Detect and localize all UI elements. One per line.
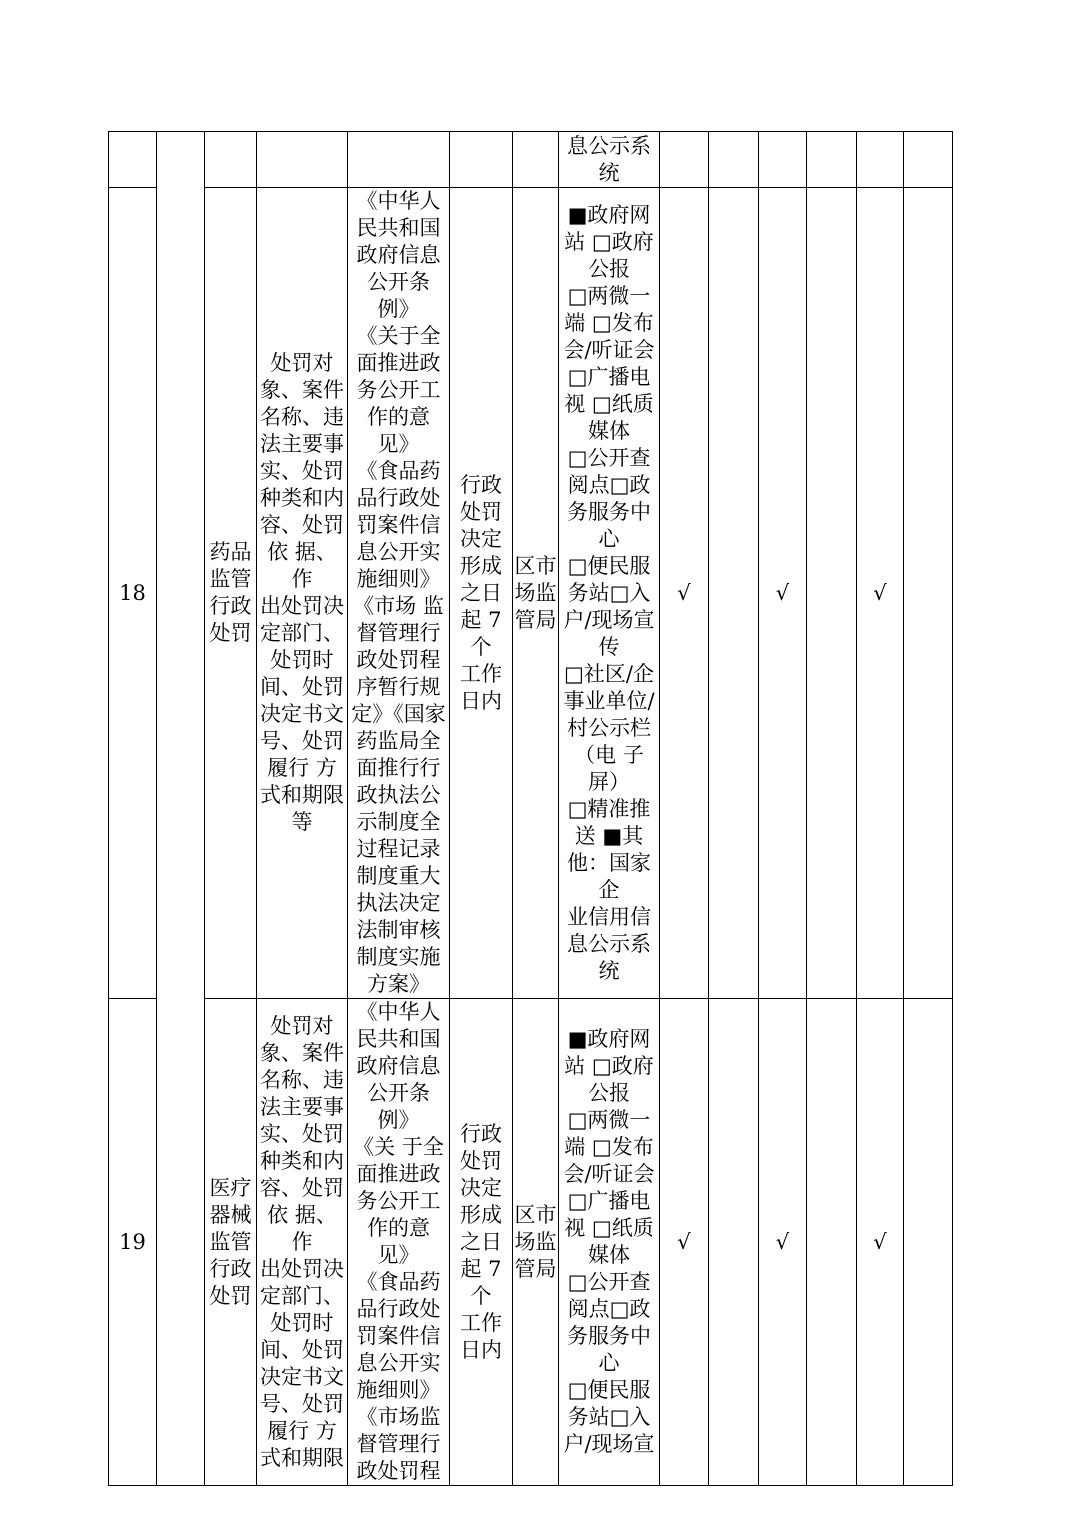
content-cell <box>257 999 348 1486</box>
scope-cell <box>807 188 857 999</box>
content-cell <box>257 188 348 999</box>
subject-cell <box>513 132 559 188</box>
channels-cell <box>559 999 660 1486</box>
content-text: 处罚对 象、案件 名称、违 法主要事 实、处罚 种类和内 容、处罚 依 据、作 出处罚决 定部门、 处罚时 间、处罚 决定书文 号、处罚 履行 方 式和期限 <box>260 1013 344 1470</box>
seq-cell <box>109 188 157 999</box>
scope-cell <box>904 132 953 188</box>
scope-cell <box>759 188 807 999</box>
scope-cell <box>709 132 759 188</box>
time-cell <box>450 999 513 1486</box>
time-cell <box>450 188 513 999</box>
item-cell <box>205 132 257 188</box>
scope-cell <box>759 132 807 188</box>
check-mark: √ <box>677 580 691 605</box>
basis-cell <box>348 188 450 999</box>
scope-cell <box>807 999 857 1486</box>
scope-cell <box>857 999 904 1486</box>
seq-cell <box>109 999 157 1486</box>
channels-text: ■政府网 站 □政府 公报 □两微一 端 □发布 会/听证会 □广播电 视 □纸质 媒体 □公开查 阅点□政 务服务中 心 □便民服 务站□入 户/现场宣 <box>563 1027 655 1456</box>
seq-cell <box>109 132 157 188</box>
channels-cell <box>559 188 660 999</box>
check-mark: √ <box>775 580 790 605</box>
scope-cell <box>660 188 709 999</box>
scope-cell <box>759 999 807 1486</box>
basis-text: 《中华人 民共和国 政府信息 公开条例》 《关 于全 面推进政 务公开工 作的意见》 《食品药 品行政处 罚案件信 息公开实 施细则》 《市场监 督管理行 政处罚程 <box>353 1000 444 1483</box>
scope-cell <box>857 132 904 188</box>
check-mark: √ <box>775 1229 790 1254</box>
scope-cell <box>904 999 953 1486</box>
basis-text: 《中华人 民共和国 政府信息 公开条例》 《关于全 面推进政 务公开工 作的意见》 《食品药 品行政处 罚案件信 息公开实 施细则》 《市场 监 督管理行 政处罚程 序暂行规 定》《国家 药监局全 面推行行 政执法公 示制度全 过程记录 制度重大 执法决定 法制审核 制度实施 方案》 <box>351 189 446 996</box>
scope-cell <box>660 999 709 1486</box>
time-text: 行政 处罚 决定 形成 之日 起 7 个 工作 日内 <box>460 1121 502 1362</box>
scope-cell <box>709 188 759 999</box>
item-cell <box>205 188 257 999</box>
subject-cell <box>513 999 559 1486</box>
content-text: 处罚对 象、案件 名称、违 法主要事 实、处罚 种类和内 容、处罚 依 据、作 出处罚决 定部门、 处罚时 间、处罚 决定书文 号、处罚 履行 方 式和期限 等 <box>260 351 344 834</box>
seq-number: 19 <box>119 1229 146 1254</box>
disclosure-table <box>108 131 953 1486</box>
category-cell <box>157 132 205 1486</box>
subject-text: 区市 场监 管局 <box>514 1202 557 1281</box>
time-text: 行政 处罚 决定 形成 之日 起 7 个 工作 日内 <box>460 472 502 713</box>
channels-text: ■政府网 站 □政府 公报 □两微一 端 □发布 会/听证会 □广播电 视 □纸质 媒体 □公开查 阅点□政 务服务中 心 □便民服 务站□入 户/现场宣 传 □社区/企 事业单位/ 村公示栏 （电 子 屏） □精准推 送 ■其 他：国家企 业信用信 息公示系 统 <box>563 202 655 983</box>
scope-cell <box>660 132 709 188</box>
check-mark: √ <box>873 1229 887 1254</box>
time-cell <box>450 132 513 188</box>
channels-cell <box>559 132 660 188</box>
subject-text: 区市 场监 管局 <box>514 553 557 632</box>
basis-cell <box>348 132 450 188</box>
seq-number: 18 <box>119 580 146 605</box>
table-row <box>109 188 953 999</box>
table-row <box>109 132 953 188</box>
channels-text: 息公示系 统 <box>567 133 651 185</box>
item-name: 医疗 器械 监管 行政 处罚 <box>209 1175 252 1308</box>
scope-cell <box>807 132 857 188</box>
content-cell <box>257 132 348 188</box>
check-mark: √ <box>677 1229 691 1254</box>
subject-cell <box>513 188 559 999</box>
scope-cell <box>857 188 904 999</box>
scope-cell <box>904 188 953 999</box>
table-row <box>109 999 953 1486</box>
item-name: 药品 监管 行政 处罚 <box>209 540 252 645</box>
scope-cell <box>709 999 759 1486</box>
basis-cell <box>348 999 450 1486</box>
check-mark: √ <box>873 580 887 605</box>
item-cell <box>205 999 257 1486</box>
